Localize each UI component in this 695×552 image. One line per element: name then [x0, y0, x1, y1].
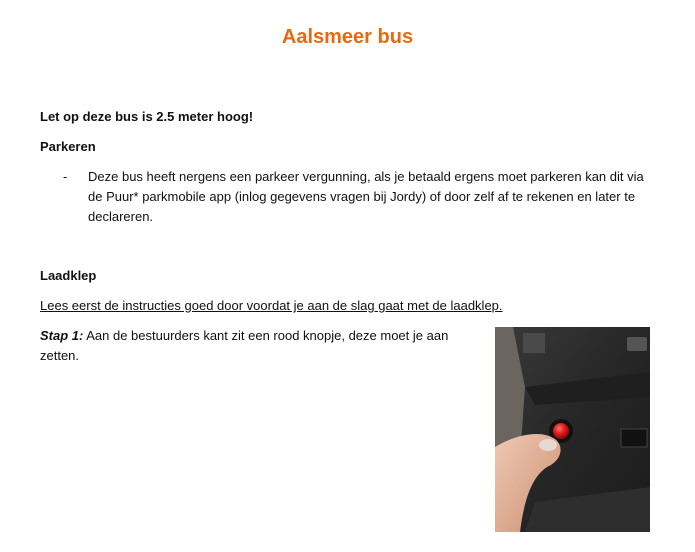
fingernail [539, 439, 557, 451]
red-button-photo [495, 327, 650, 532]
tailgate-heading: Laadklep [40, 268, 97, 283]
parking-heading: Parkeren [40, 139, 96, 154]
step-1-text: Aan de bestuurders kant zit een rood knopje, deze moet je aan zetten. [40, 328, 449, 363]
page-title: Aalsmeer bus [281, 26, 414, 48]
parking-bullet-text: Deze bus heeft nergens een parkeer vergunning, als je betaald ergens moet parkeren kan dit via de Puur* parkmobile app (inlog gegevens vragen bij Jordy) of door zelf af te rekenen en later te declareren. [88, 169, 644, 224]
red-button-photo-illustration [495, 327, 650, 532]
tailgate-instruction: Lees eerst de instructies goed door voordat je aan de slag gaat met de laadklep. [40, 298, 503, 313]
red-button [553, 423, 569, 439]
bullet-marker: - [63, 169, 68, 184]
step-1-label: Stap 1: [40, 328, 84, 343]
step-1-paragraph [40, 326, 480, 365]
height-warning: Let op deze bus is 2.5 meter hoog! [40, 109, 254, 124]
